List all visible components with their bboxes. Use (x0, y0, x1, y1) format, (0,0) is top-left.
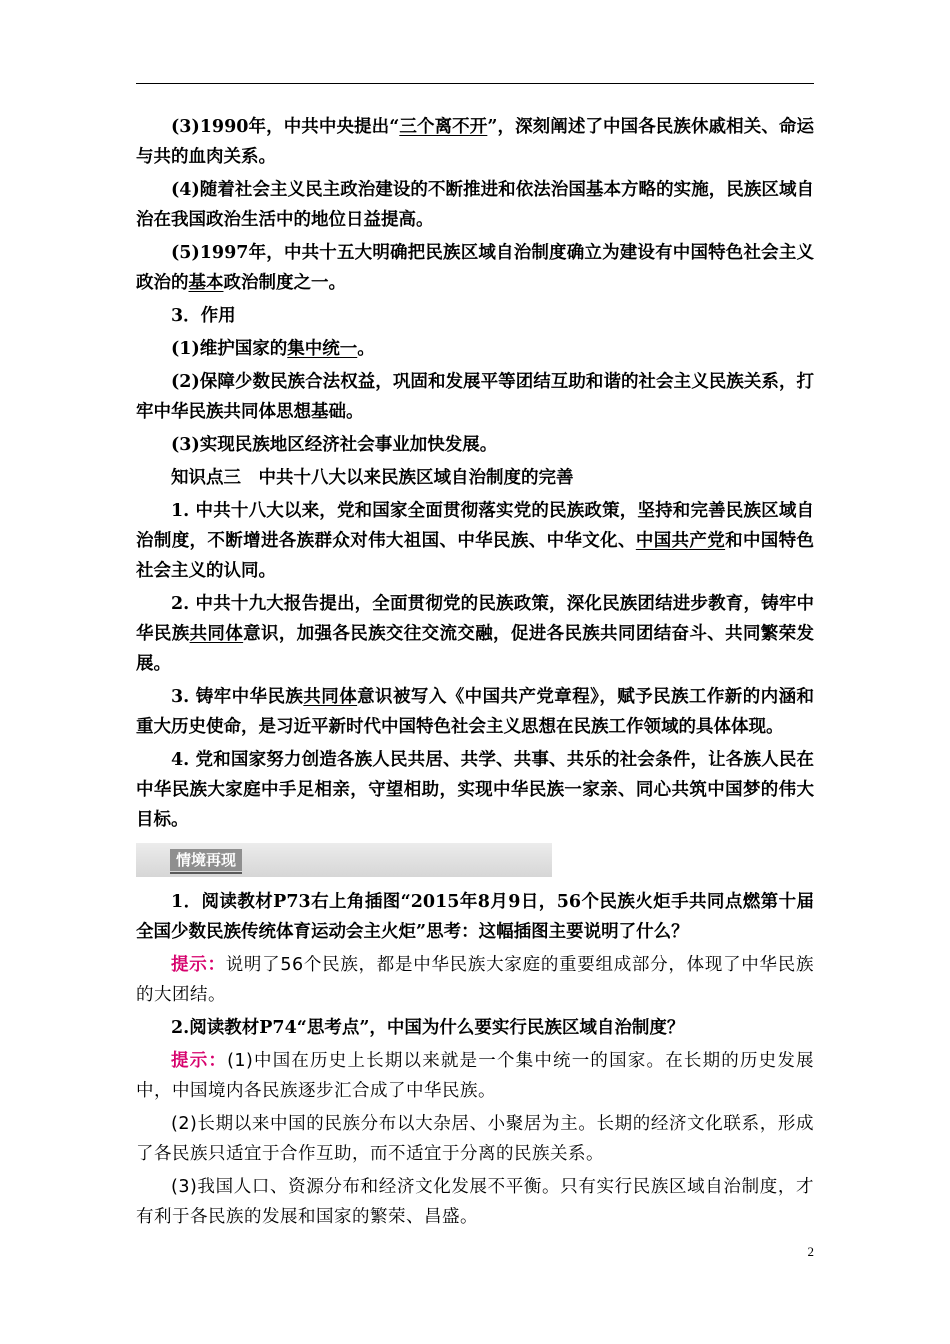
underlined-term: 中国共产党 (635, 531, 726, 551)
answer-2-part-2: (2)长期以来中国的民族分布以大杂居、小聚居为主。长期的经济文化联系，形成了各民族只适宜于合作互助，而不适宜于分离的民族关系。 (136, 1114, 814, 1164)
question-2: 2.阅读教材P74“思考点”，中国为什么要实行民族区域自治制度？ (171, 1018, 685, 1038)
hint-label: 提示： (171, 1051, 228, 1071)
page-number: 2 (807, 1244, 814, 1259)
role-item-3: (3)实现民族地区经济社会事业加快发展。 (171, 435, 498, 455)
page-body (136, 112, 814, 1235)
knowledge-item-1: 1. 中共十八大以来，党和国家全面贯彻落实党的民族政策，坚持和完善民族区域自治制度，不断增进各族群众对伟大祖国、中华民族、中华文化、中国共产党和中国特色社会主义的认同。 (136, 501, 815, 581)
paragraph-1997: (5)1997年，中共十五大明确把民族区域自治制度确立为建设有中国特色社会主义政治的基本政治制度之一。 (136, 243, 814, 293)
role-item-2: (2)保障少数民族合法权益，巩固和发展平等团结互助和谐的社会主义民族关系，打牢中华民族共同体思想基础。 (136, 372, 814, 422)
knowledge-item-2: 2. 中共十九大报告提出，全面贯彻党的民族政策，深化民族团结进步教育，铸牢中华民族共同体意识，加强各民族交往交流交融，促进各民族共同团结奋斗、共同繁荣发展。 (136, 594, 815, 674)
paragraph-1990: (3)1990年，中共中央提出“三个离不开”，深刻阐述了中国各民族休戚相关、命运与共的血肉关系。 (136, 117, 814, 167)
knowledge-item-3: 3. 铸牢中华民族共同体意识被写入《中国共产党章程》，赋予民族工作新的内涵和重大历史使命，是习近平新时代中国特色社会主义思想在民族工作领域的具体体现。 (136, 687, 814, 737)
scenario-banner-label: 情境再现 (170, 849, 242, 871)
role-item-1: (1)维护国家的集中统一。 (171, 339, 375, 359)
question-1: 1．阅读教材P73右上角插图“2015年8月9日，56个民族火炬手共同点燃第十届全国少数民族传统体育运动会主火炬”思考：这幅插图主要说明了什么？ (136, 892, 814, 942)
paragraph-development: (4)随着社会主义民主政治建设的不断推进和依法治国基本方略的实施，民族区域自治在我国政治生活中的地位日益提高。 (136, 180, 814, 230)
answer-2-part-3: (3)我国人口、资源分布和经济文化发展不平衡。只有实行民族区域自治制度，才有利于各民族的发展和国家的繁荣、昌盛。 (136, 1177, 814, 1227)
answer-2-part-1: 提示：(1)中国在历史上长期以来就是一个集中统一的国家。在长期的历史发展中，中国境内各民族逐步汇合成了中华民族。 (136, 1051, 815, 1101)
knowledge-item-4: 4. 党和国家努力创造各族人民共居、共学、共事、共乐的社会条件，让各族人民在中华民族大家庭中手足相亲，守望相助，实现中华民族一家亲、同心共筑中国梦的伟大目标。 (136, 750, 814, 830)
section-heading-role: 3．作用 (171, 306, 236, 326)
underlined-term: 集中统一 (287, 339, 358, 359)
scenario-banner (136, 843, 552, 877)
underlined-term: 基本 (188, 273, 224, 293)
hint-label: 提示： (171, 955, 226, 975)
answer-1: 提示：说明了56个民族，都是中华民族大家庭的重要组成部分，体现了中华民族的大团结。 (136, 955, 814, 1005)
underlined-term: 共同体 (303, 687, 358, 707)
header-rule (136, 83, 814, 84)
underlined-term: 三个离不开 (399, 117, 488, 137)
knowledge-point-3-heading: 知识点三 中共十八大以来民族区域自治制度的完善 (171, 468, 574, 488)
underlined-term: 共同体 (189, 624, 244, 644)
